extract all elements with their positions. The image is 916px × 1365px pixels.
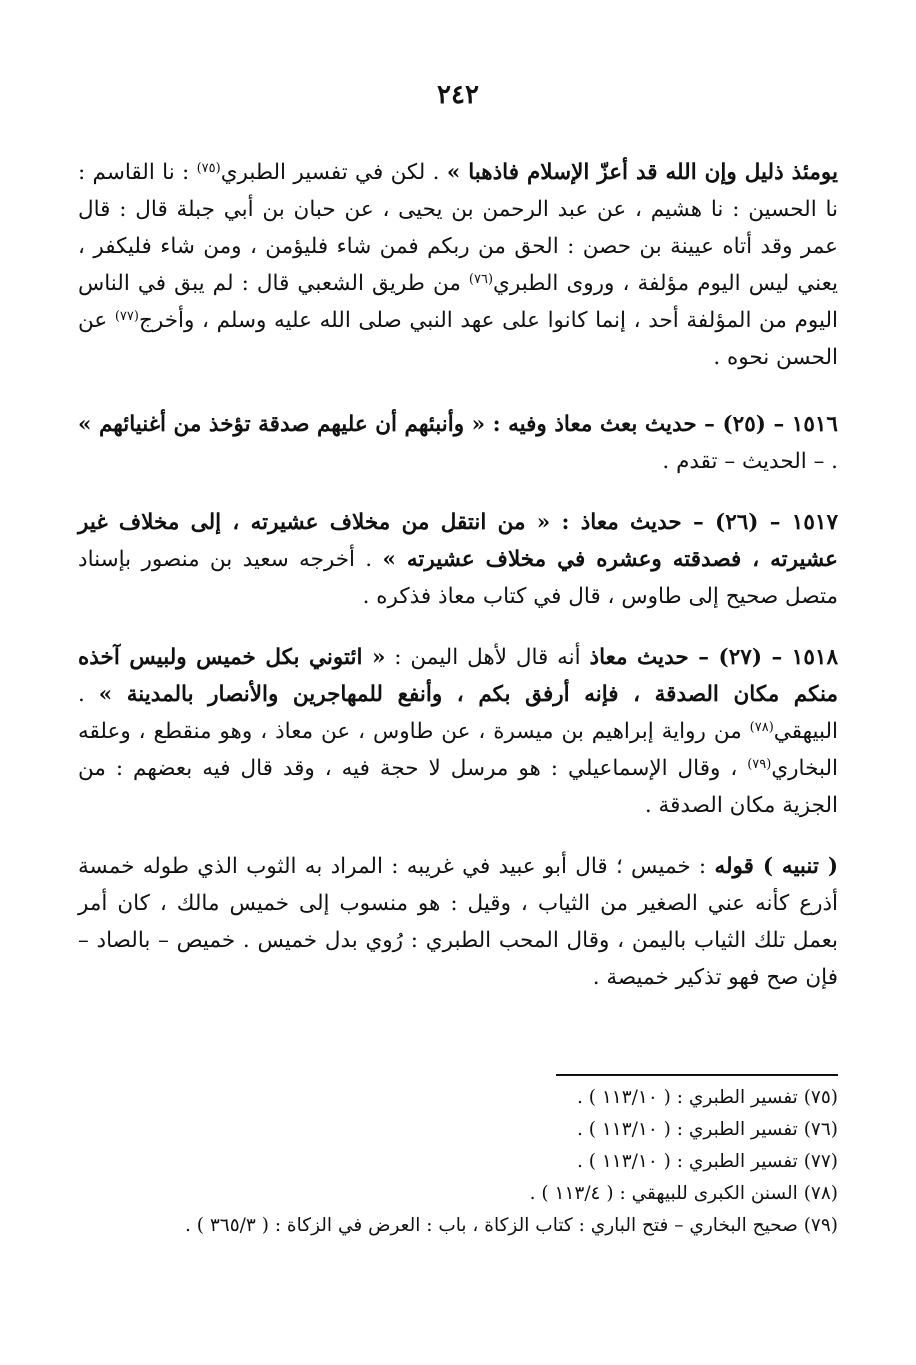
- footnote-text: السنن الكبرى للبيهقي : ( ١١٣/٤ ) .: [529, 1183, 804, 1204]
- footnote-number: (٧٧): [803, 1151, 838, 1172]
- footnote-ref[interactable]: (٧٧): [114, 309, 139, 324]
- footnote-76: [78, 1114, 838, 1146]
- footnotes: [78, 1074, 838, 1242]
- text-run: أنه قال لأهل اليمن :: [385, 645, 590, 670]
- hadith-1516: [78, 406, 838, 480]
- text-run: . البيهقي: [78, 682, 838, 744]
- hadith-1518: [78, 639, 838, 824]
- note-tanbih: [78, 848, 838, 996]
- footnote-ref[interactable]: (٧٥): [196, 161, 221, 176]
- text-run: عن الحسن نحوه .: [78, 308, 838, 370]
- footnote-number: (٧٥): [803, 1087, 838, 1108]
- bold-text: يومئذ ذليل وإن الله قد أعزّ الإسلام فاذهبا »: [446, 160, 838, 185]
- footnote-number: (٧٩): [803, 1215, 838, 1236]
- footnote-ref[interactable]: (٧٩): [747, 757, 772, 772]
- footnote-text: تفسير الطبري : ( ١١٣/١٠ ) .: [577, 1151, 804, 1172]
- text-run: . أخرجه سعيد بن منصور بإسناد متصل صحيح إلى طاوس ، قال في كتاب معاذ فذكره .: [78, 547, 838, 609]
- hadith-1517: [78, 504, 838, 615]
- footnote-78: [78, 1178, 838, 1210]
- footnote-ref[interactable]: (٧٦): [468, 272, 494, 287]
- footnote-number: (٧٦): [803, 1119, 838, 1140]
- footnote-number: (٧٨): [803, 1183, 838, 1204]
- text-run: من طريق الشعبي قال : لم يبق في الناس اليوم من المؤلفة أحد ، إنما كانوا على عهد النبي صلى الله عليه وسلم ، وأخرج: [78, 271, 838, 333]
- footnote-ref[interactable]: (٧٨): [749, 720, 774, 735]
- text-run: . لكن في تفسير الطبري: [220, 160, 447, 185]
- bold-text: ١٥١٦ – (٢٥) – حديث بعث معاذ وفيه : « وأنبئهم أن عليهم صدقة تؤخذ من أغنيائهم »: [78, 412, 838, 437]
- footnote-text: تفسير الطبري : ( ١١٣/١٠ ) .: [577, 1087, 804, 1108]
- bold-text: ١٥١٨ – (٢٧) – حديث معاذ: [589, 645, 838, 670]
- bold-text: ( تنبيه ) قوله: [714, 854, 838, 879]
- page-number: ٢٤٢: [437, 80, 479, 110]
- footnote-79: [78, 1210, 838, 1242]
- paragraph-intro: [78, 154, 838, 376]
- main-text: [78, 154, 838, 996]
- footnote-divider: [556, 1074, 838, 1076]
- footnote-77: [78, 1146, 838, 1178]
- text-run: من رواية إبراهيم بن ميسرة ، عن طاوس ، عن معاذ ، وهو منقطع ، وعلقه البخاري: [78, 719, 838, 781]
- footnote-75: [78, 1082, 838, 1114]
- text-run: . – الحديث – تقدم .: [662, 449, 838, 474]
- text-run: : نا القاسم : نا الحسين : نا هشيم ، عن عبد الرحمن بن يحيى ، عن حبان بن أبي جبلة قال : قال عمر وقد أتاه عيينة بن حصن : الحق من ربكم فمن شاء فليؤمن ، ومن شاء فليكفر ، يعني ليس اليوم مؤلفة ، وروى الطبري: [78, 160, 838, 296]
- footnote-text: تفسير الطبري : ( ١١٣/١٠ ) .: [577, 1119, 804, 1140]
- text-run: : خميس ؛ قال أبو عبيد في غريبه : المراد به الثوب الذي طوله خمسة أذرع كأنه عني الصغير من الثياب ، وقيل : هو منسوب إلى خميس مالك ، كان أمر بعمل تلك الثياب باليمن ، وقال المحب الطبري : رُوي بدل خميس . خميص – بالصاد – فإن صح فهو تذكير خميصة .: [78, 854, 838, 990]
- footnote-text: صحيح البخاري – فتح الباري : كتاب الزكاة ، باب : العرض في الزكاة : ( ٣٦٥/٣ ) .: [185, 1215, 804, 1236]
- text-run: ، وقال الإسماعيلي : هو مرسل لا حجة فيه ، وقد قال فيه بعضهم : من الجزية مكان الصدقة .: [78, 756, 838, 818]
- bold-text: « ائتوني بكل خميس ولبيس آخذه منكم مكان الصدقة ، فإنه أرفق بكم ، وأنفع للمهاجرين والأنصار بالمدينة »: [78, 645, 838, 707]
- bold-text: ١٥١٧ – (٢٦) – حديث معاذ : « من انتقل من مخلاف عشيرته ، إلى مخلاف غير عشيرته ، فصدقته وعشره في مخلاف عشيرته »: [78, 510, 838, 572]
